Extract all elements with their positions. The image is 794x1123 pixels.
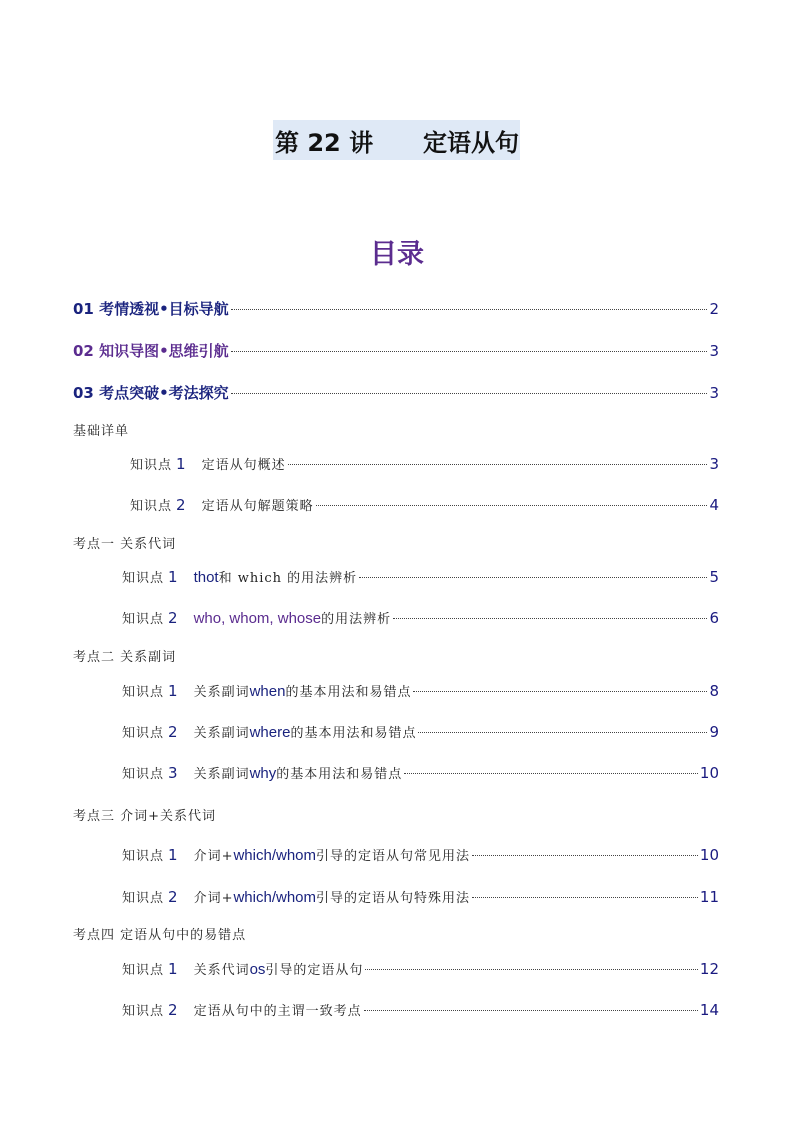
toc-sub-entry[interactable] <box>122 845 719 864</box>
dot-leader <box>418 732 707 733</box>
toc-sub-entry[interactable] <box>130 454 719 473</box>
section-header: 考点四 定语从句中的易错点 <box>73 928 247 943</box>
entry-english: which/whom <box>233 889 316 906</box>
knowledge-point-number: 2 <box>168 1001 178 1019</box>
entry-text: 定语从句概述 <box>201 458 286 473</box>
entry-text: 的基本用法和易错点 <box>276 767 403 782</box>
dot-leader <box>231 351 708 352</box>
toc-page-number: 11 <box>699 888 719 906</box>
toc-main-entry-2[interactable] <box>73 340 719 361</box>
knowledge-point-number: 2 <box>168 888 178 906</box>
lecture-topic: 定语从句 <box>423 128 519 157</box>
toc-page-number: 3 <box>709 455 719 473</box>
entry-english: who, whom, whose <box>193 610 322 627</box>
toc-page-number: 14 <box>699 1001 719 1019</box>
toc-sub-entry[interactable] <box>130 495 719 514</box>
entry-text: 和 which 的用法辨析 <box>218 571 358 586</box>
toc-sub-entry[interactable] <box>122 722 719 741</box>
toc-heading: 目录 <box>370 239 424 270</box>
dot-leader <box>413 691 707 692</box>
entry-text: 引导的定语从句 <box>265 963 364 978</box>
dot-leader <box>316 505 708 506</box>
section-header: 考点一 关系代词 <box>73 537 177 552</box>
dot-leader <box>472 897 698 898</box>
toc-page-number: 3 <box>709 384 719 402</box>
toc-page-number: 12 <box>699 960 719 978</box>
toc-page-number: 2 <box>709 300 719 318</box>
toc-page-number: 4 <box>709 496 719 514</box>
entry-text: 介词+ <box>193 891 234 906</box>
knowledge-point-label: 知识点 <box>122 891 165 906</box>
entry-text: 介词+ <box>193 849 234 864</box>
toc-page-number: 3 <box>709 342 719 360</box>
toc-page-number: 8 <box>709 682 719 700</box>
entry-text: 引导的定语从句特殊用法 <box>316 891 471 906</box>
knowledge-point-label: 知识点 <box>122 849 165 864</box>
toc-page-number: 9 <box>709 723 719 741</box>
toc-sub-entry[interactable] <box>122 887 719 906</box>
entry-text: 关系代词 <box>193 963 250 978</box>
lecture-title <box>273 120 520 160</box>
lecture-number: 第 22 讲 <box>275 128 374 157</box>
entry-text: 定语从句中的主谓一致考点 <box>193 1004 362 1019</box>
section-header: 考点二 关系副词 <box>73 650 177 665</box>
knowledge-point-label: 知识点 <box>122 767 165 782</box>
knowledge-point-number: 1 <box>168 568 178 586</box>
toc-main-label: 02 知识导图•思维引航 <box>73 342 229 360</box>
knowledge-point-label: 知识点 <box>122 685 165 700</box>
knowledge-point-number: 2 <box>168 723 178 741</box>
knowledge-point-number: 2 <box>168 609 178 627</box>
dot-leader <box>231 393 708 394</box>
toc-sub-entry[interactable] <box>122 959 719 978</box>
dot-leader <box>288 464 708 465</box>
entry-text: 的基本用法和易错点 <box>285 685 412 700</box>
toc-page-number: 6 <box>709 609 719 627</box>
section-header: 考点三 介词+关系代词 <box>73 809 217 824</box>
knowledge-point-number: 1 <box>168 846 178 864</box>
knowledge-point-label: 知识点 <box>130 458 173 473</box>
entry-english: where <box>249 724 291 741</box>
toc-sub-entry[interactable] <box>122 1000 719 1019</box>
dot-leader <box>359 577 707 578</box>
entry-english: os <box>249 961 266 978</box>
entry-text: 的用法辨析 <box>321 612 392 627</box>
knowledge-point-number: 2 <box>176 496 186 514</box>
toc-page-number: 10 <box>699 846 719 864</box>
dot-leader <box>364 1010 698 1011</box>
section-header: 基础详单 <box>73 424 130 439</box>
knowledge-point-label: 知识点 <box>122 963 165 978</box>
toc-main-label: 01 考情透视•目标导航 <box>73 300 229 318</box>
entry-text: 引导的定语从句常见用法 <box>316 849 471 864</box>
toc-main-entry-1[interactable] <box>73 298 719 319</box>
entry-text: 关系副词 <box>193 685 250 700</box>
knowledge-point-label: 知识点 <box>130 499 173 514</box>
toc-page-number: 10 <box>699 764 719 782</box>
entry-english: which/whom <box>233 847 316 864</box>
entry-english: thot <box>193 569 219 586</box>
dot-leader <box>472 855 698 856</box>
toc-sub-entry[interactable] <box>122 763 719 782</box>
dot-leader <box>393 618 707 619</box>
knowledge-point-number: 1 <box>168 960 178 978</box>
entry-english: when <box>249 683 286 700</box>
entry-text: 定语从句解题策略 <box>201 499 314 514</box>
dot-leader <box>404 773 698 774</box>
toc-sub-entry[interactable] <box>122 567 719 586</box>
knowledge-point-number: 3 <box>168 764 178 782</box>
knowledge-point-label: 知识点 <box>122 726 165 741</box>
dot-leader <box>365 969 697 970</box>
toc-sub-entry[interactable] <box>122 681 719 700</box>
toc-sub-entry[interactable] <box>122 608 719 627</box>
toc-main-label: 03 考点突破•考法探究 <box>73 384 229 402</box>
knowledge-point-label: 知识点 <box>122 1004 165 1019</box>
dot-leader <box>231 309 708 310</box>
entry-text: 的基本用法和易错点 <box>290 726 417 741</box>
toc-main-entry-3[interactable] <box>73 382 719 403</box>
entry-text: 关系副词 <box>193 726 250 741</box>
entry-text: 关系副词 <box>193 767 250 782</box>
knowledge-point-label: 知识点 <box>122 612 165 627</box>
toc-page-number: 5 <box>709 568 719 586</box>
knowledge-point-label: 知识点 <box>122 571 165 586</box>
knowledge-point-number: 1 <box>176 455 186 473</box>
knowledge-point-number: 1 <box>168 682 178 700</box>
entry-english: why <box>249 765 277 782</box>
